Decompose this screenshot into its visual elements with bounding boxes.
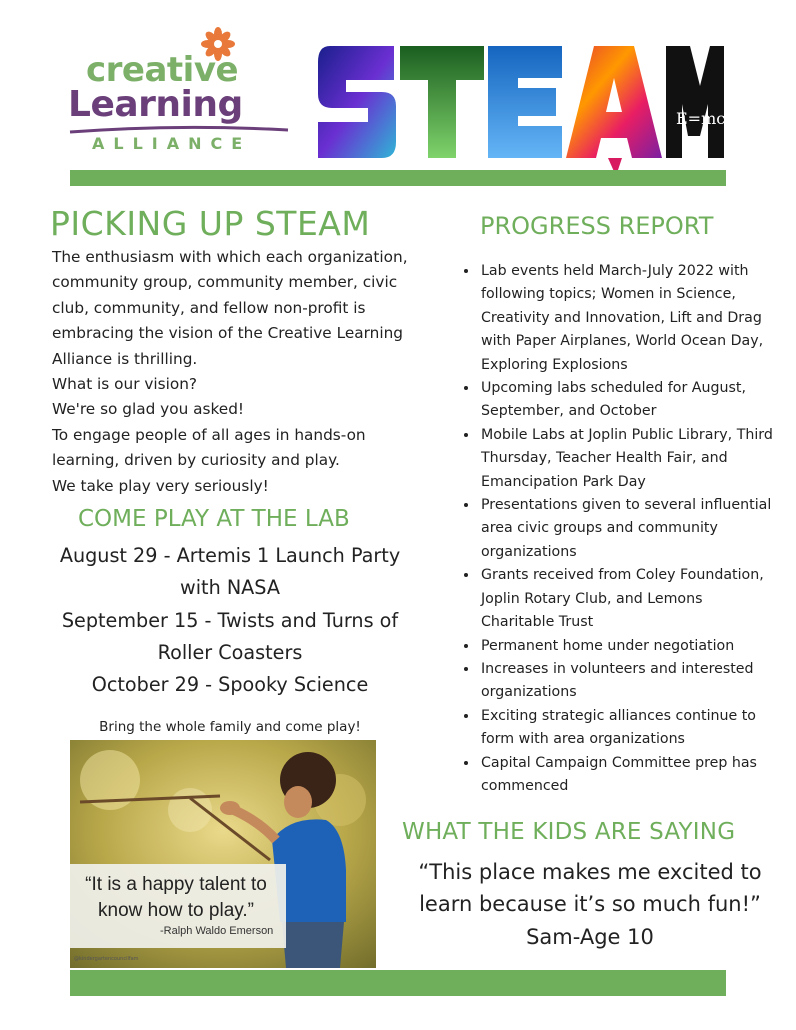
kids-quote: “This place makes me excited to learn because it’s so much fun!” Sam-Age 10: [418, 860, 762, 949]
list-item: • Increases in volunteers and interested organizations: [479, 658, 779, 705]
emerson-quote: “It is a happy talent to know how to play.”: [85, 874, 267, 921]
photo-credit: @kindergartencouncilfam: [74, 956, 139, 962]
list-item: • Presentations given to several influential area civic groups and community organizations: [479, 494, 779, 564]
bottom-divider-bar: [70, 970, 726, 996]
intro-answer: We're so glad you asked!: [52, 400, 245, 419]
progress-report-heading: PROGRESS REPORT: [480, 212, 714, 240]
event-item: October 29 - Spooky Science: [91, 673, 369, 697]
list-item: • Permanent home under negotiation: [479, 635, 779, 658]
logo-word-creative: creative: [86, 50, 239, 90]
progress-list: [462, 260, 779, 798]
kids-saying-heading: WHAT THE KIDS ARE SAYING: [402, 819, 736, 845]
list-item: • Grants received from Coley Foundation, Joplin Rotary Club, and Lemons Charitable Trust: [479, 564, 779, 634]
top-divider-bar: [70, 170, 726, 186]
steam-formula: E=mc²: [676, 109, 732, 128]
logo-word-learning: Learning: [68, 84, 243, 125]
events-list: [44, 540, 416, 701]
intro-vision: To engage people of all ages in hands-on learning, driven by curiosity and play.: [52, 425, 366, 470]
list-item: • Lab events held March-July 2022 with following topics; Women in Science, Creativity and Innovation, Lift and Drag with Paper Airplanes, World Ocean Day, Exploring Explosions: [479, 260, 779, 377]
intro-paragraph: The enthusiasm with which each organization, community group, community member, civic club, community, and fellow non-profit is embracing the vision of the Creative Learning Alliance is thrilling.: [52, 248, 408, 368]
steam-banner: [316, 40, 732, 178]
quote-attribution: -Ralph Waldo Emerson: [160, 925, 274, 937]
bring-family-caption: Bring the whole family and come play!: [99, 719, 361, 735]
intro-closing: We take play very seriously!: [52, 476, 269, 495]
picking-up-steam-heading: PICKING UP STEAM: [50, 204, 371, 243]
list-item: • Capital Campaign Committee prep has commenced: [479, 752, 779, 799]
intro-text: [52, 245, 422, 499]
list-item: • Upcoming labs scheduled for August, September, and October: [479, 377, 779, 424]
event-item: September 15 - Twists and Turns of Roller Coasters: [61, 608, 399, 664]
intro-question: What is our vision?: [52, 375, 198, 394]
event-item: August 29 - Artemis 1 Launch Party with NASA: [59, 544, 401, 600]
list-item: • Exciting strategic alliances continue to form with area organizations: [479, 705, 779, 752]
list-item: • Mobile Labs at Joplin Public Library, Third Thursday, Teacher Health Fair, and Emancipation Park Day: [479, 424, 779, 494]
come-play-heading: COME PLAY AT THE LAB: [78, 506, 350, 532]
logo-word-alliance: ALLIANCE: [92, 134, 252, 153]
